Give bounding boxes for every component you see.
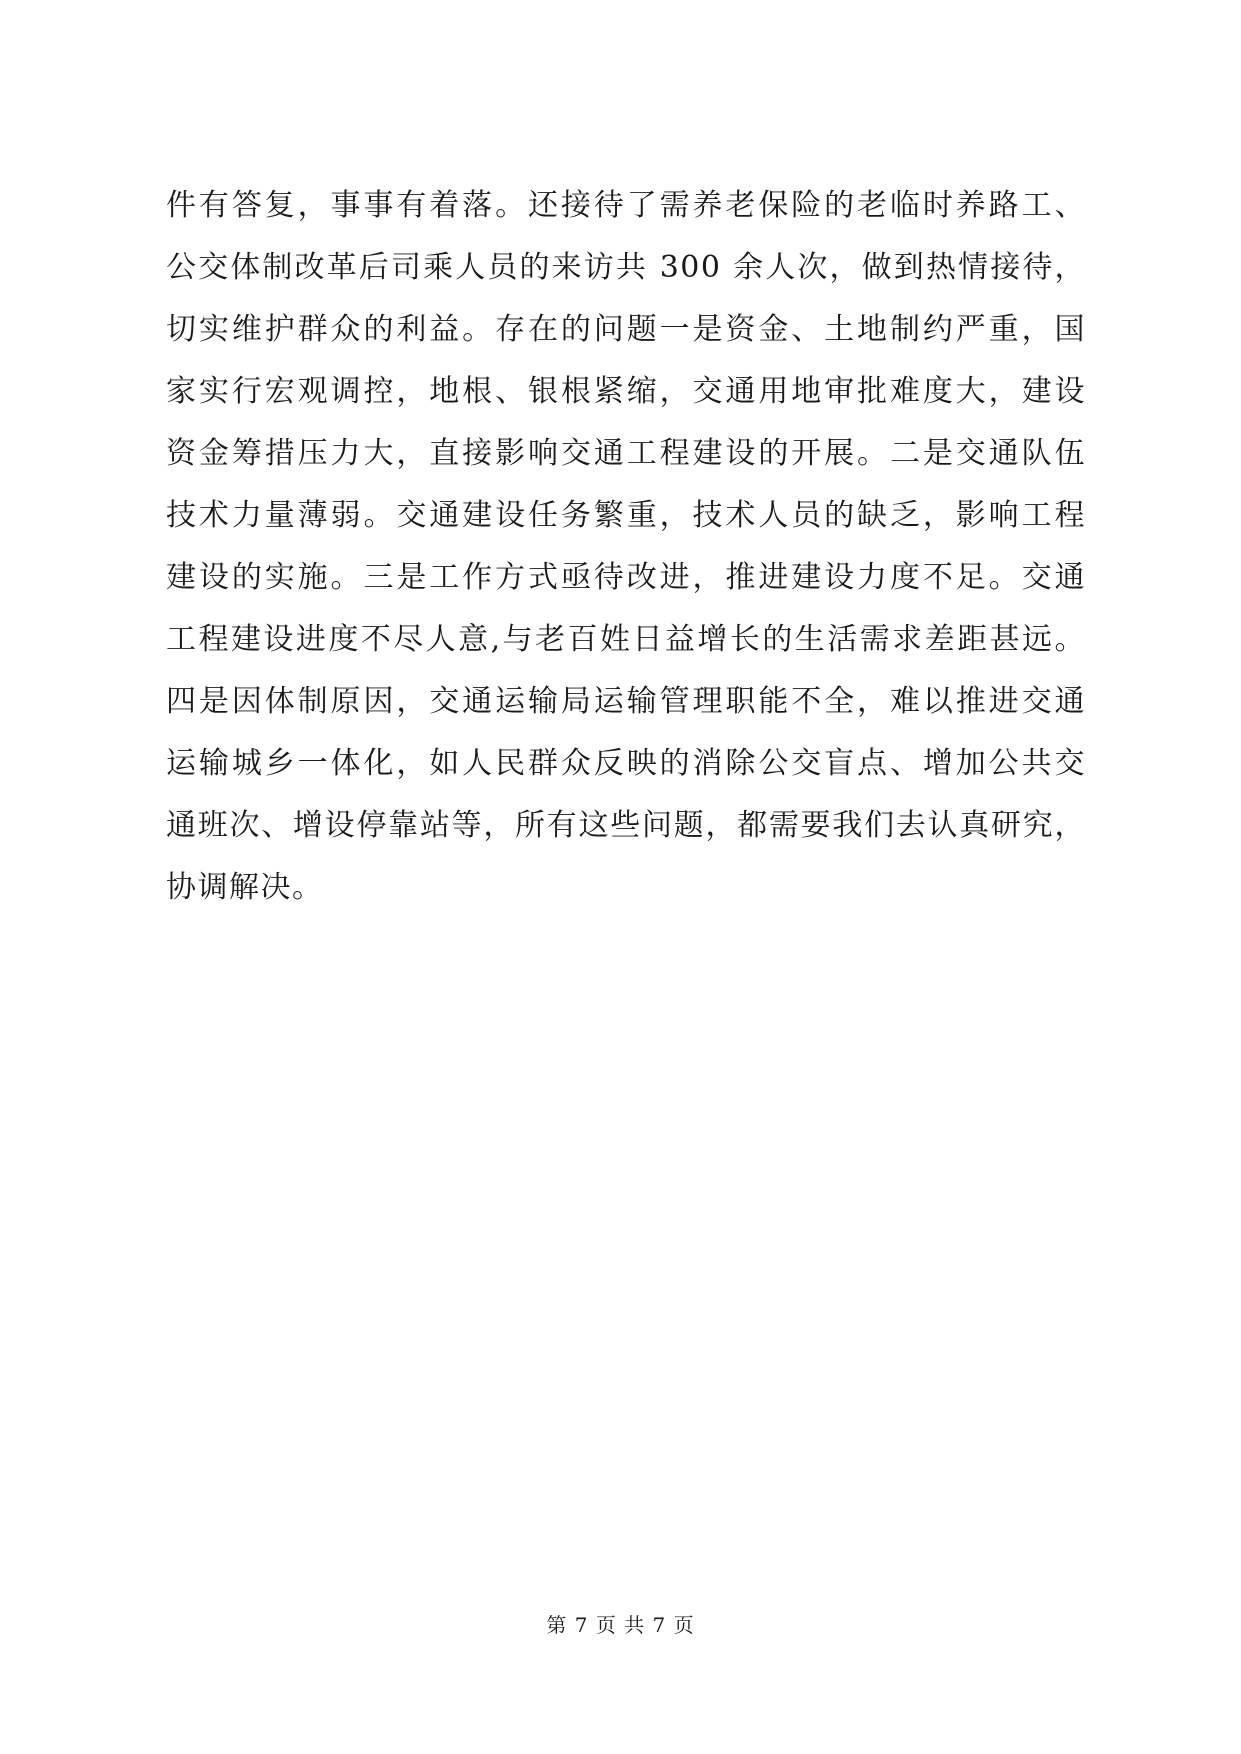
text-line: 工程建设进度不尽人意,与老百姓日益增长的生活需求差距甚远。 [166, 622, 1086, 657]
text-line: 协调解决。 [166, 870, 324, 905]
text-line: 建设的实施。三是工作方式亟待改进，推进建设力度不足。交通 [166, 560, 1086, 595]
text-line: 通班次、增设停靠站等，所有这些问题，都需要我们去认真研究， [166, 808, 1086, 843]
page-number-footer: 第 7 页 共 7 页 [546, 1613, 695, 1637]
text-line: 技术力量薄弱。交通建设任务繁重，技术人员的缺乏，影响工程 [166, 498, 1086, 533]
text-line: 家实行宏观调控，地根、银根紧缩，交通用地审批难度大，建设 [166, 374, 1086, 409]
text-line: 四是因体制原因，交通运输局运输管理职能不全，难以推进交通 [166, 684, 1086, 719]
text-line: 资金筹措压力大，直接影响交通工程建设的开展。二是交通队伍 [166, 436, 1086, 471]
text-line: 运输城乡一体化，如人民群众反映的消除公交盲点、增加公共交 [166, 746, 1086, 781]
body-paragraph [166, 175, 1086, 919]
text-line: 切实维护群众的利益。存在的问题一是资金、土地制约严重，国 [166, 312, 1086, 347]
text-line: 件有答复，事事有着落。还接待了需养老保险的老临时养路工、 [166, 188, 1086, 223]
text-line: 公交体制改革后司乘人员的来访共 300 余人次，做到热情接待， [166, 250, 1086, 285]
